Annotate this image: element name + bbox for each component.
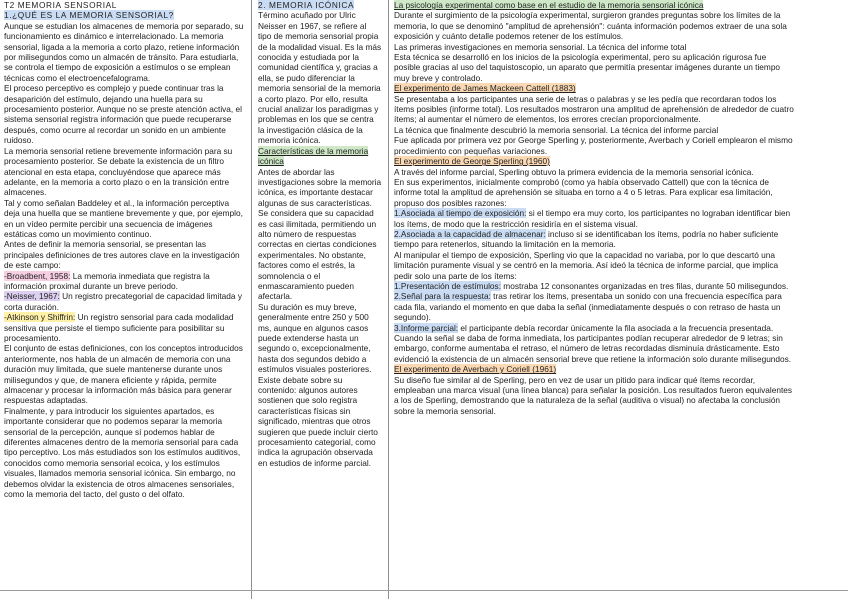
step-item — [394, 291, 794, 322]
column-memoria-iconica — [258, 0, 382, 599]
subsection-heading: Características de la memoria icónica — [258, 145, 369, 167]
step-label: 3.Informe parcial: — [394, 322, 459, 333]
paragraph: El proceso perceptivo es complejo y puede continuar tras la desaparición del estímulo, dejando una huella para su procesamiento posterior. Aunque no se preste atención activa, el sistema sensorial registra información que puede recuperarse después, como ocurre al recordar un sonido en un ambiente ruidoso. — [4, 83, 242, 146]
paragraph: El conjunto de estas definiciones, con los conceptos introducidos anteriormente, nos habla de un almacén de memoria con una duración muy limitada, que suele mantenerse durante unos milisegundos y que, de manera eficiente y rápida, permite almacenar y procesar la información más básica para generar respuestas adaptadas. — [4, 343, 243, 406]
document-header: T2 MEMORIA SENSORIAL — [4, 0, 117, 10]
paragraph: A través del informe parcial, Sperling obtuvo la primera evidencia de la memoria sensorial icónica. — [394, 166, 754, 177]
section-heading: 2. MEMORIA ICÓNICA — [258, 0, 355, 10]
reason-text: si el tiempo era muy corto, los participantes no lograban identificar bien los ítems, de modo que la restricción residiría en el sistema visual. — [394, 208, 791, 229]
paragraph: La técnica que finalmente descubrió la memoria sensorial. La técnica del informe parcial — [394, 124, 719, 135]
paragraph: Su diseño fue similar al de Sperling, pero en vez de usar un pitido para indicar qué ítems recordar, empleaban una marca visual (una línea blanca) para señalar la posición. Los resultados fueron equivalentes a los de Sperling, demostrando que la naturaleza de la señal (auditiva o visual) no afectaba la conclusión sobre la memoria sensorial. — [394, 374, 793, 416]
paragraph: Antes de definir la memoria sensorial, se presentan las principales definiciones de tres autores clave en la investigación de este campo: — [4, 239, 240, 271]
definition-broadbent — [4, 271, 244, 292]
reason-item — [394, 208, 794, 229]
definition-text: Un registro precategorial de capacidad limitada y corta duración. — [4, 291, 242, 312]
experiment-heading-averbach-coriell: El experimento de Averbach y Coriell (1961) — [394, 364, 557, 375]
reason-label: 1.Asociada al tiempo de exposición: — [394, 208, 527, 219]
reason-text: incluso si se identificaban los ítems, podría no haber suficiente tiempo para retenerlos, situando la limitación en la memoria. — [394, 228, 779, 250]
paragraph: Finalmente, y para introducir los siguientes apartados, es importante considerar que no podemos separar la memoria sensorial de la percepción, aunque sí podemos hablar de diferentes almacenes dentro de la memoria sensorial para cada tipo perceptivo. Los más estudiados son los estímulos auditivos, conocidos como memoria sensorial ecoica, y los estímulos visuales, llamados memoria sensorial icónica. Sin embargo, no debemos olvidar la existencia de otros almacenes sensoriales, como la memoria del tacto, del gusto o del olfato. — [4, 405, 241, 500]
experiment-heading-cattell: El experimento de James Mackeen Cattell (1883) — [394, 83, 576, 94]
paragraph: Las primeras investigaciones en memoria sensorial. La técnica del informe total — [394, 41, 687, 52]
definition-text: Un registro sensorial para cada modalidad sensitiva que persiste el tiempo suficiente para posibilitar su procesamiento. — [4, 312, 234, 343]
paragraph: Antes de abordar las investigaciones sobre la memoria icónica, es importante destacar algunas de sus características. — [258, 166, 382, 208]
paragraph: Tal y como señalan Baddeley et al., la información perceptiva deja una huella que se mantiene brevemente y que, por ejemplo, en un vídeo permite percibir una secuencia de imágenes estáticas como un movimiento continuo. — [4, 197, 243, 239]
experiment-heading-sperling: El experimento de George Sperling (1960) — [394, 156, 550, 167]
paragraph: Aunque se estudian los almacenes de memoria por separado, su funcionamiento es dinámico e interrelacionado. La memoria sensorial, ligada a la memoria a corto plazo, retiene información por milisegundos como un almacén de tránsito. Para estudiarla, se controla el tiempo de exposición a estímulos o se emplean técnicas como el electroencefalograma. — [4, 20, 244, 83]
paragraph: Durante el surgimiento de la psicología experimental, surgieron grandes preguntas sobre los límites de la memoria, lo que se denominó "amplitud de aprehensión": cuánta información podemos extraer de una sola exposición y cuánto detalle podemos retener de los estímulos. — [394, 10, 787, 42]
column-divider-1 — [251, 0, 252, 599]
column-divider-2 — [388, 0, 389, 599]
step-text: el participante debía recordar únicamente la fila asociada a la frecuencia presentada. — [458, 322, 774, 333]
paragraph: Esta técnica se desarrolló en los inicios de la psicología experimental, pero su aplicación rigurosa fue posible gracias al uso del taquistoscopio, un aparato que permitía presentar imágenes durante un tiempo muy breve y controlado. — [394, 52, 781, 83]
definition-label: -Broadbent, 1958: — [4, 270, 71, 281]
definition-atkinson-shiffrin — [4, 312, 244, 343]
reason-item — [394, 229, 794, 250]
section-heading: La psicología experimental como base en el estudio de la memoria sensorial icónica — [394, 0, 704, 10]
paragraph: Su duración es muy breve, generalmente entre 250 y 500 ms, aunque en algunos casos puede extenderse hasta un segundo o, excepcionalmente, hasta dos segundos debido a estímulos visuales posteriores. — [258, 301, 372, 375]
step-item — [394, 281, 794, 291]
paragraph: Término acuñado por Ulric Neisser en 1967, se refiere al tipo de memoria sensorial propia de la modalidad visual. Es la más conocida y estudiada por la comunidad científica y, gracias a ella, se pudo diferenciar la memoria sensorial de la memoria a corto plazo. Por ello, resulta crucial analizar los paradigmas y problemas en los que se centra la investigación clásica de la memoria icónica. — [258, 10, 382, 146]
section-question-heading: 1.¿QUÉ ES LA MEMORIA SENSORIAL? — [4, 10, 174, 21]
column-psicologia-experimental — [394, 0, 794, 599]
paragraph: Fue aplicada por primera vez por George Sperling y, posteriormente, Averbach y Coriell emplearon el mismo procedimiento con pequeñas variaciones. — [394, 135, 793, 156]
paragraph: En sus experimentos, inicialmente comprobó (como ya había observado Cattell) que con la técnica de informe total la amplitud de aprehensión se situaba en torno a 4 o 5 letras. Para explicar esa limitación, propuso dos posibles razones: — [394, 176, 773, 208]
paragraph: Cuando la señal se daba de forma inmediata, los participantes podían recuperar alrededor de 9 letras; sin embargo, conforme aumentaba el retraso, el número de letras recordadas disminuía drásticamente. Esto evidenció la existencia de un almacén sensorial breve que retiene la información solo durante milisegundos. — [394, 333, 792, 364]
definition-label: -Neisser, 1967: — [4, 291, 60, 302]
step-text: tras retirar los ítems, presentaba un sonido con una frecuencia específica para cada fila, variando el momento en que daba la señal (inmediatamente después o con retraso de hasta un segundo). — [394, 291, 782, 323]
paragraph: La memoria sensorial retiene brevemente información para su procesamiento posterior. Se debate la existencia de un filtro atencional en esta etapa, concluyéndose que aparece más adelante, en la memoria a corto plazo o en la transición entre almacenes. — [4, 145, 233, 198]
step-item — [394, 323, 794, 333]
step-label: 1.Presentación de estímulos: — [394, 280, 501, 291]
step-label: 2.Señal para la respuesta: — [394, 291, 491, 302]
definition-text: La memoria inmediata que registra la información proximal durante un breve periodo. — [4, 270, 210, 291]
paragraph: Se presentaba a los participantes una serie de letras o palabras y se les pedía que recordaran todos los ítems posibles (informe total). Los resultados mostraron una amplitud de aprehensión de alrededor de cuatro ítems; al aumentar el número de elementos, los errores crecían proporcionalmente. — [394, 93, 794, 125]
step-text: mostraba 12 consonantes organizadas en tres filas, durante 50 milisegundos. — [501, 280, 789, 291]
paragraph: Se considera que su capacidad es casi ilimitada, permitiendo un alto número de respuestas correctas en ciertas condiciones experimentales. No obstante, factores como el estrés, la somnolencia o el enmascaramiento pueden afectarla. — [258, 208, 377, 302]
paragraph: Al manipular el tiempo de exposición, Sperling vio que la capacidad no variaba, por lo que descartó una limitación puramente visual y se centró en la memoria. Así ideó la técnica de informe parcial, que implica pedir solo una parte de los ítems: — [394, 249, 779, 281]
definition-neisser — [4, 291, 244, 312]
paragraph: Existe debate sobre su contenido: algunos autores sostienen que solo registra características físicas sin significado, mientras que otros sugieren que puede incluir cierto procesamiento categorial, como indica la agrupación observada en estudios de informe parcial. — [258, 374, 378, 468]
reason-label: 2.Asociada a la capacidad de almacenar: — [394, 228, 546, 239]
column-memoria-sensorial — [4, 0, 244, 599]
definition-label: -Atkinson y Shiffrin: — [4, 312, 76, 323]
